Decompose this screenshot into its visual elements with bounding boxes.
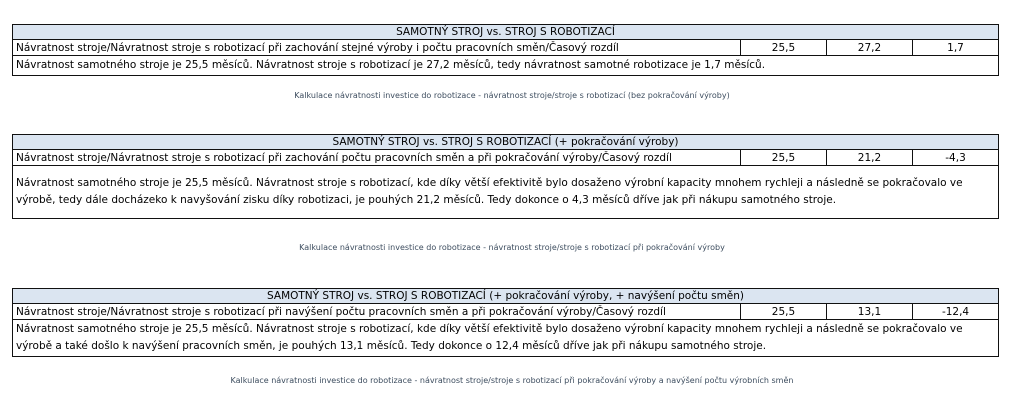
table-2 <box>12 134 999 219</box>
caption-1: Kalkulace návratnosti investice do robotizace - návratnost stroje/stroje s robotizací (bez pokračování výroby) <box>294 91 730 100</box>
table-3-header: SAMOTNÝ STROJ vs. STROJ S ROBOTIZACÍ (+ pokračování výroby, + navýšení počtu směn) <box>13 289 999 304</box>
table-2-robot-value: 21,2 <box>827 150 913 166</box>
table-3-description: Návratnost samotného stroje je 25,5 měsíců. Návratnost stroje s robotizací, kde díky větší efektivitě bylo dosaženo výrobní kapacity mnohem rychleji a následně se pokračovalo ve výrobě a také došlo k navýšení pracovních směn, je pouhých 13,1 měsíců. Tedy dokonce o 12,4 měsíců dříve jak při nákupu samotného stroje. <box>13 320 999 357</box>
table-2-machine-value: 25,5 <box>741 150 827 166</box>
table-1-machine-value: 25,5 <box>741 40 827 56</box>
caption-2: Kalkulace návratnosti investice do robotizace - návratnost stroje/stroje s robotizací při pokračování výroby <box>299 243 725 252</box>
table-1-robot-value: 27,2 <box>827 40 913 56</box>
table-1 <box>12 24 999 76</box>
table-3-label: Návratnost stroje/Návratnost stroje s robotizací při navýšení počtu pracovních směn a při pokračování výroby/Časový rozdíl <box>13 304 741 320</box>
table-2-header: SAMOTNÝ STROJ vs. STROJ S ROBOTIZACÍ (+ pokračování výroby) <box>13 135 999 150</box>
table-2-description: Návratnost samotného stroje je 25,5 měsíců. Návratnost stroje s robotizací, kde díky větší efektivitě bylo dosaženo výrobní kapacity mnohem rychleji a následně se pokračovalo ve výrobě, tedy dále docházeko k navyšování zisku díky robotizaci, je pouhých 21,2 měsíců. Tedy dokonce o 4,3 měsíců dříve jak při nákupu samotného stroje. <box>13 166 999 219</box>
table-2-label: Návratnost stroje/Návratnost stroje s robotizací při zachování počtu pracovních směn a při pokračování výroby/Časový rozdíl <box>13 150 741 166</box>
table-3 <box>12 288 999 357</box>
table-1-description: Návratnost samotného stroje je 25,5 měsíců. Návratnost stroje s robotizací je 27,2 měsíců, tedy návratnost samotné robotizace je 1,7 měsíců. <box>13 56 999 76</box>
table-1-label: Návratnost stroje/Návratnost stroje s robotizací při zachování stejné výroby i počtu pracovních směn/Časový rozdíl <box>13 40 741 56</box>
caption-3: Kalkulace návratnosti investice do robotizace - návratnost stroje/stroje s robotizací při pokračování výroby a navýšení počtu výrobních směn <box>230 376 794 385</box>
table-1-header: SAMOTNÝ STROJ vs. STROJ S ROBOTIZACÍ <box>13 25 999 40</box>
table-2-difference-value: -4,3 <box>913 150 999 166</box>
table-3-difference-value: -12,4 <box>913 304 999 320</box>
table-3-robot-value: 13,1 <box>827 304 913 320</box>
table-1-difference-value: 1,7 <box>913 40 999 56</box>
table-3-machine-value: 25,5 <box>741 304 827 320</box>
